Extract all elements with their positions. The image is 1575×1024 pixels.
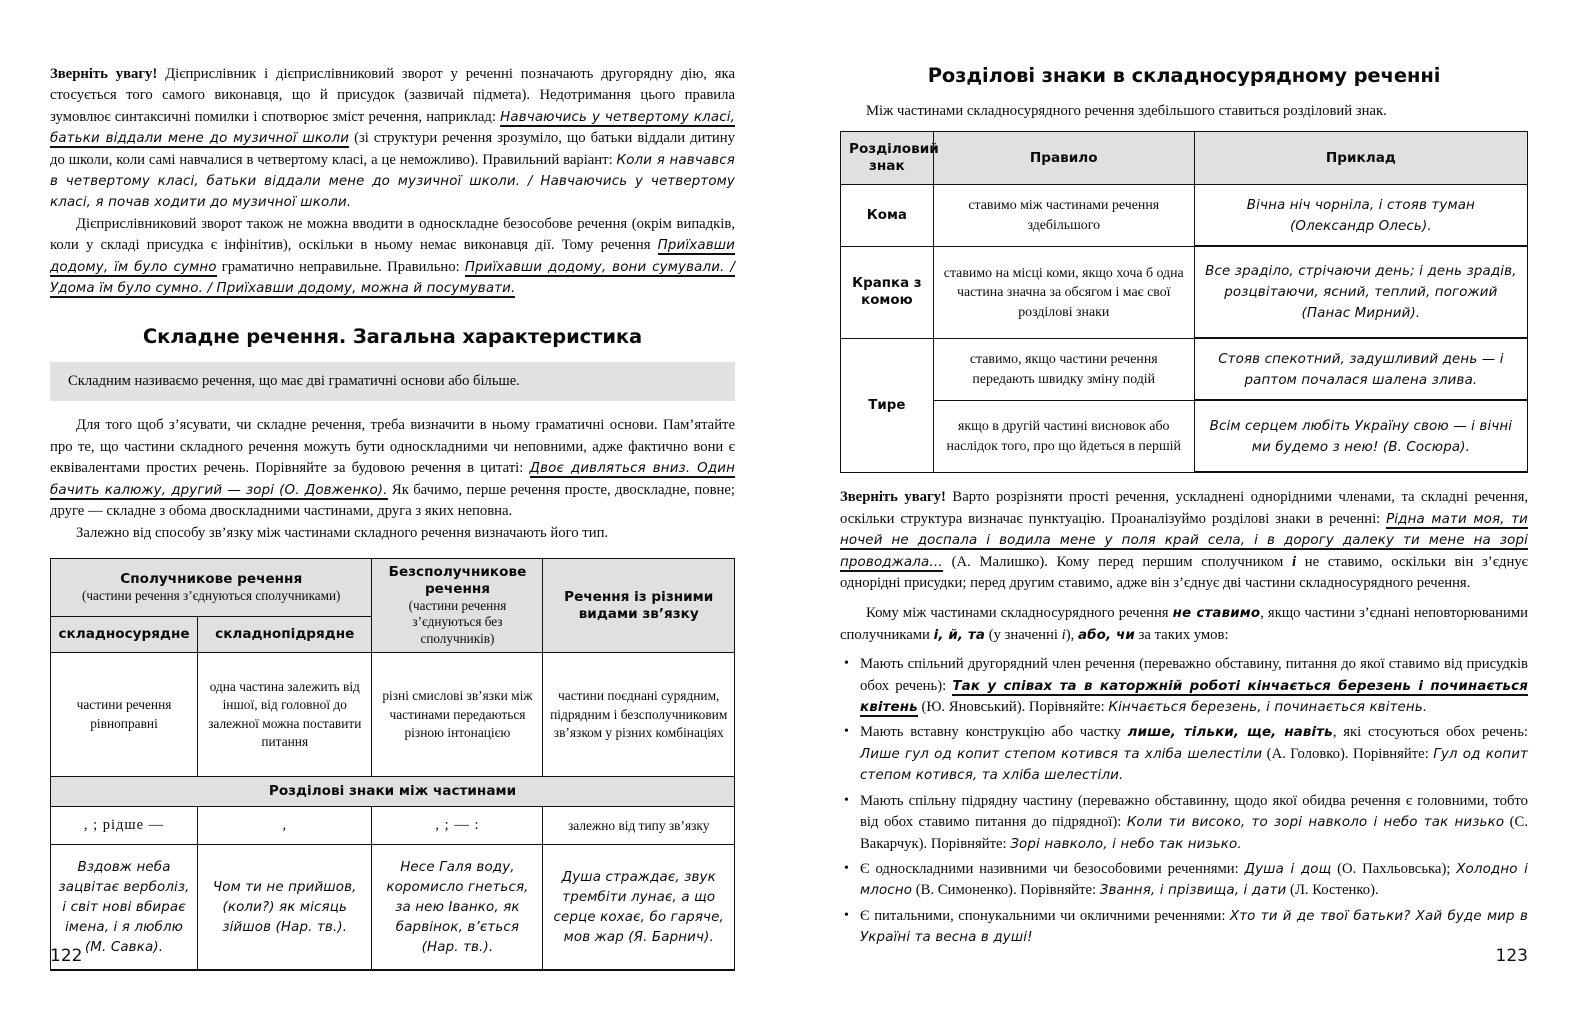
bullet-2-text-2: , які стосуються обох речень: [1332,724,1528,741]
p3-text-2: Як бачимо, перше речення просте, двоскладне, повне; друге — складне з обома двоскладними частинами, друга з яких неповна. [50,481,735,520]
table-row-punct-values [51,807,735,845]
bullet-4-text-1: Є односкладними називними чи безособовими реченнями: [860,860,1245,877]
attention-note-right [840,487,1528,594]
desc-mixed: частини поєднані сурядним, підрядним і безсполучниковим зв’язком у різних комбінаціях [543,653,735,777]
page-left [0,0,787,1024]
header-nonconjunctional-title: Безсполучникове речення [388,563,527,597]
bullet-3-example-1: Коли ти високо, то зорі навколо і небо так низько [1126,815,1505,831]
table-row-dash-2 [841,401,1528,473]
list-item [840,859,1528,902]
example-dash-2: Всім серцем любіть Україну свою — і вічні ми будемо з нею! (В. Сосюра). [1194,401,1527,473]
spacer [840,473,1528,487]
punct-compound: , ; рідше — [51,807,198,845]
bullet-1-example-1: Так у співах та в каторжній роботі кінчається березень і починається квітень [860,678,1528,716]
rule-intro-em-conjunctions: і, й, та [933,627,986,643]
rule-text-semicolon: ставимо на місці коми, якщо хоча б одна частина значна за обсягом і має свої розділові знаки [933,247,1194,339]
example-complex: Чом ти не прийшов, (коли?) як місяць зійшов (Нар. тв.). [198,845,372,971]
bullet-5-text-1: Є питальними, спонукальними чи окличними реченнями: [860,907,1230,924]
rule-text-dash-2: якщо в другій частині висновок або наслідок того, про що йдеться в першій [933,401,1194,473]
attention-note-paragraph-1 [50,64,735,214]
list-item [840,906,1528,949]
rule-text-dash-1: ставимо, якщо частини речення передають швидку зміну подій [933,339,1194,401]
list-item [840,791,1528,855]
header-nonconjunctional [372,558,543,653]
rule-intro-em-abo-chy: або, чи [1077,627,1135,643]
note-p1-text-1: Дієприслівник і дієприслівниковий зворот у реченні позначають другорядну дію, яка стосується того самого виконавця, що й присудок (зазвичай підмета). Недотримання цього правила зумовлює синтаксичні помилки і спотворює зміст речення, наприклад: [50,66,735,125]
header-nonconjunctional-sub: (частини речення з’єднуються без сполучників) [408,597,507,646]
note-right-text-3: не ставимо, оскільки він з’єднує однорідні присудки; перед другим ставимо, адже він з’єднує дві частини складносурядного речення. [840,553,1528,592]
note-right-example: Рідна мати моя, ти ночей не доспала і водила мене у поля край села, і в дорогу далеку ти мене на зорі проводжала… [840,511,1529,570]
note-p1-example-1: Навчаючись у четвертому класі, батьки віддали мене до музичної школи [50,109,735,147]
rule-intro-3: (у значенні [985,626,1062,643]
desc-complex: одна частина залежить від іншої, від головної до залежної можна поставити питання [198,653,372,777]
spacer [840,122,1528,131]
example-comma: Вічна ніч чорніла, і стояв туман (Олександр Олесь). [1194,185,1527,247]
header-conjunctional [51,558,372,616]
mark-name-semicolon: Крапка з комою [841,247,934,339]
desc-nonconjunctional: різні смислові зв’язки між частинами передаються різною інтонацією [372,653,543,777]
bullet-4-text-3: (В. Симоненко). Порівняйте: [912,882,1100,899]
header-conjunctional-sub: (частини речення з’єднуються сполучниками) [82,587,341,603]
page-number-left: 122 [50,946,83,966]
header-example: Приклад [1194,132,1527,185]
band-punctuation-marks: Розділові знаки між частинами [51,777,735,807]
punct-complex: , [198,807,372,845]
punct-mixed: залежно від типу зв’язку [543,807,735,845]
bullet-3-example-2: Зорі навколо, і небо так низько. [1010,836,1242,852]
note-p1-text-2: (зі структури речення зрозуміло, що батьки віддали дитину до школи, коли самі навчалися в четвертому класі, а це неможливо). Правильний варіант: [50,130,735,168]
note-p2-text-1: Дієприслівниковий зворот також не можна вводити в односкладне безособове речення (окрім випадків, коли у складі присудка є інфінітив), оскільки в ньому немає виконавця дії. Тому речення [50,215,735,254]
list-item [840,654,1528,718]
note-p2-example-2: Приїхавши додому, вони сумували. / Удома їм було сумно. / Приїхавши додому, можна й посумувати. [50,259,735,297]
mark-name-comma: Кома [841,185,934,247]
table-row-header-top [51,558,735,616]
bullet-2-particles: лише, тільки, ще, навіть [1127,725,1333,741]
bullet-4-text-2: (О. Пахльовська); [1331,860,1457,877]
explanation-paragraph [50,415,735,522]
subheader-complex: складнопідрядне [198,616,372,653]
table-row-descriptions [51,653,735,777]
header-conjunctional-title: Сполучникове речення [120,570,303,587]
conditions-list [840,654,1528,948]
mark-name-dash: Тире [841,339,934,473]
bullet-4-text-4: (Л. Костенко). [1286,882,1379,899]
table-row-comma [841,185,1528,247]
header-punctuation-mark: Розділовий знак [841,132,934,185]
punctuation-rules-table [840,131,1528,473]
rule-intro-paragraph [840,603,1528,646]
type-paragraph: Залежно від способу зв’язку між частинами складного речення визначають його тип. [76,524,609,541]
rule-text-comma: ставимо між частинами речення здебільшого [933,185,1194,247]
example-dash-1: Стояв спекотний, задушливий день — і раптом почалася шалена злива. [1194,339,1527,401]
note-right-text-1: Варто розрізняти прості речення, ускладнені однорідними членами, та складні речення, оскільки структура визначає пунктуацію. Проаналізуймо розділові знаки в реченні: [840,489,1529,527]
bullet-1-text-1: Мають спільний другорядний член речення (переважно обставину, питання до якої ставимо від присудків обох речень): [860,656,1528,694]
example-compound: Вздовж неба зацвітає верболіз, і світ нові вбирає імена, і я люблю (М. Савка). [51,845,198,971]
bullet-4-example-1: Душа і дощ [1244,861,1332,877]
table-row-punct-band [51,777,735,807]
bullet-2-text-3: (А. Головко). Порівняйте: [1262,745,1434,762]
spacer [50,544,735,558]
p3-text-1: Для того щоб з’ясувати, чи складне речення, треба визначити в ньому граматичні основи. Пам’ятайте про те, що частини складного речення можуть бути односкладними чи неповними, адже фактично вони є еквівалентами простих речень. Порівняйте за будовою речення в цитаті: [50,417,735,477]
table-row-header [841,132,1528,185]
note-p2-example-1: Приїхавши додому, їм було сумно [50,238,735,275]
sentence-types-table [50,558,735,972]
page-title-compound-sentence: Складне речення. Загальна характеристика [142,325,643,349]
table-row-dash-1 [841,339,1528,401]
page-number-right: 123 [1495,946,1528,966]
note-right-text-2: (А. Малишко). Кому перед першим сполучником [942,553,1292,570]
table-row-examples [51,845,735,971]
bullet-1-example-2: Кінчається березень, і починається квітень. [1108,700,1428,716]
definition-box: Складним називаємо речення, що має дві граматичні основи або більше. [50,362,735,401]
rule-intro-4: ), [1065,626,1078,643]
header-rule: Правило [933,132,1194,185]
example-mixed: Душа страждає, звук трембіти лунає, а що серце кохає, бо гаряче, мов жар (Я. Барнич). [543,845,735,971]
bullet-2-text-1: Мають вставну конструкцію або частку [860,724,1128,741]
page-right [787,0,1574,1024]
note-right-conjunction: і [1291,553,1297,570]
rule-intro-em-not-place: не ставимо [1172,606,1261,622]
bullet-3-text-1: Мають спільну підрядну частину (переважно обставинну, щодо якої обидва речення є головними, тобто від обох ставимо питання до підрядної): [860,792,1528,831]
example-nonconjunctional: Несе Галя воду, коромисло гнеться, за нею Іванко, як барвінок, в’ється (Нар. тв.). [372,845,543,971]
p3-example: Двоє дивляться вниз. Один бачить калюжу, другий — зорі (О. Довженко). [50,461,736,498]
attention-label-right: Зверніть увагу! [840,489,946,506]
rule-intro-em-i: і [1061,626,1066,643]
list-item [840,722,1528,786]
header-mixed-links: Речення із різними видами зв’язку [543,558,735,653]
page-title-punctuation: Розділові знаки в складносурядному реченні [927,64,1441,87]
attention-note-paragraph-2 [50,214,735,300]
bullet-4-example-2: Холодно і млосно [860,861,1528,899]
intro-paragraph: Між частинами складносурядного речення здебільшого ставиться розділовий знак. [866,103,1387,119]
table-row-semicolon [841,247,1528,339]
subheader-compound: складносурядне [51,616,198,653]
bullet-2-example-1: Лише гул од копит степом котився та хліба шелестіли [860,746,1263,762]
rule-intro-1: Кому між частинами складносурядного речення [866,605,1173,622]
rule-intro-2: , якщо частини з’єднані неповторюваними сполучниками [840,605,1528,643]
bullet-3-text-2: (С. Вакарчук). Порівняйте: [860,814,1529,852]
bullet-4-example-3: Звання, і прізвища, і дати [1099,883,1287,899]
rule-intro-5: за таких умов: [1134,626,1229,643]
note-p1-example-2: Коли я навчався в четвертому класі, батьки віддали мене до музичної школи. / Навчаючись у четвертому класі, я почав ходити до музичної школи. [50,152,735,211]
note-p2-text-2: граматично неправильне. Правильно: [216,258,465,275]
bullet-2-example-2: Гул од копит степом котився, та хліба шелестіли. [860,746,1529,784]
bullet-1-text-2: (Ю. Яновський). Порівняйте: [917,699,1109,716]
bullet-5-example: Хто ти й де твої батьки? Хай буде мир в Україні та весна в душі! [860,908,1528,946]
attention-label: Зверніть увагу! [50,66,158,82]
spacer [840,594,1528,603]
example-semicolon: Все зраділо, стрічаючи день; і день зрадів, розцвітаючи, ясний, теплий, погожий (Панас Мирний). [1194,247,1527,339]
desc-compound: частини речення рівноправні [51,653,198,777]
punct-nonconjunctional: , ; — : [372,807,543,845]
